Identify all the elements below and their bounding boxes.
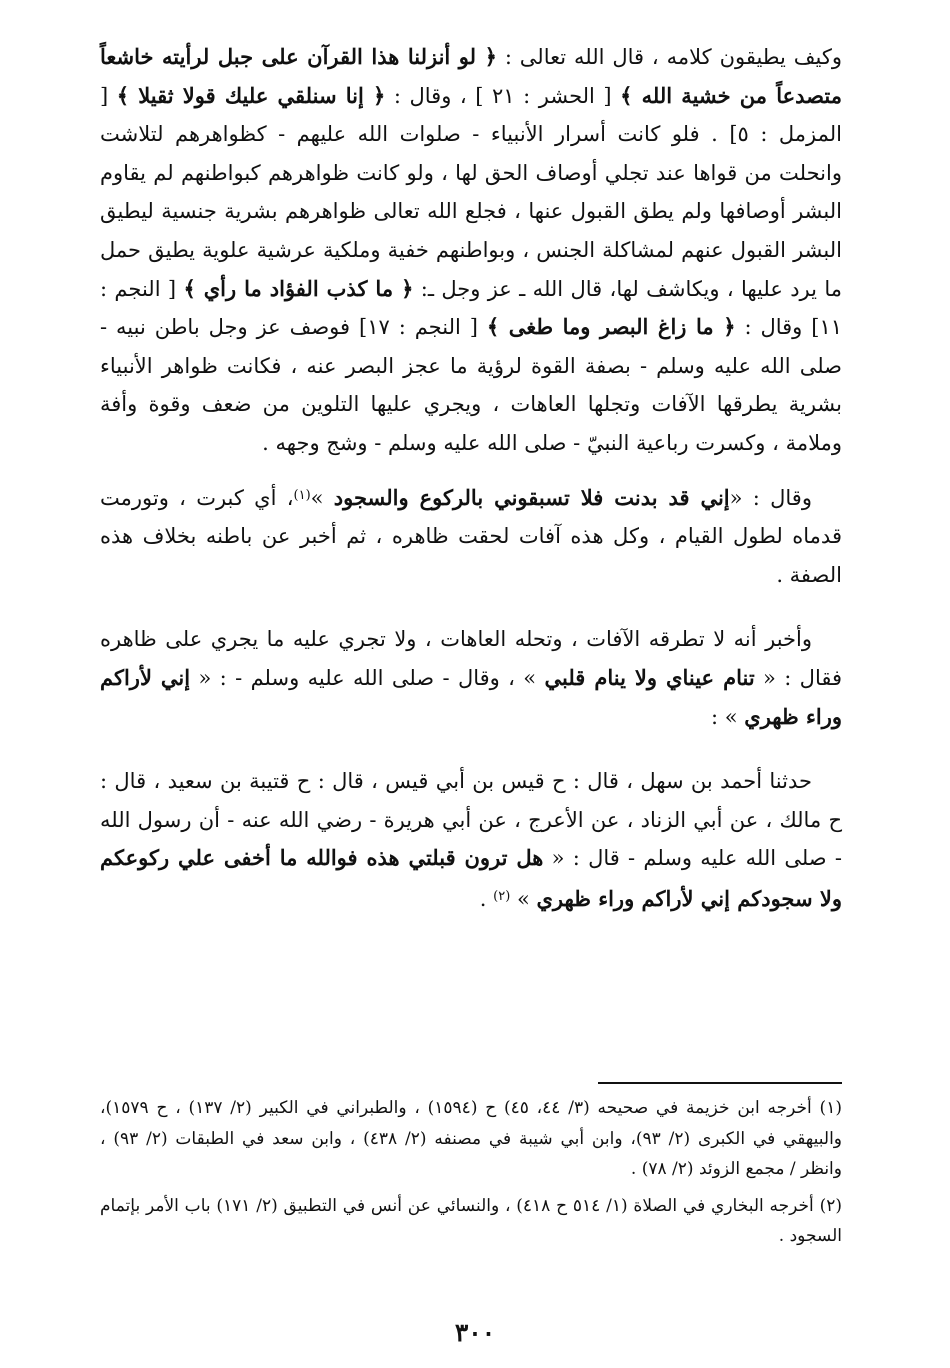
paragraph-3 — [100, 620, 842, 736]
quran-verse: ﴿ لو أنزلنا هذا القرآن على جبل لرأيته خاشعاً متصدعاً من خشية الله ﴾ — [100, 44, 842, 108]
page-number: ٣٠٠ — [454, 1318, 496, 1347]
text-segment: [ الحشر : ٢١ ] ، وقال : — [385, 83, 621, 108]
text-segment: وكيف يطيقون كلامه ، قال الله تعالى : — [496, 45, 842, 69]
text-segment: . — [479, 886, 494, 911]
text-segment: [ النجم : ١٧] فوصف عز وجل باطن نبيه - صلى الله عليه وسلم - بصفة القوة لرؤية ما عجز البصر عنه ، فكانت ظواهر الأنبياء بشرية يطرقها الآفات وتجلها العاهات ، ويجري عليها التلوين من ضعف وقوة وأفة وملامة ، وكسرت رباعية النبيّ - صلى الله عليه وسلم - وشج وجهه . — [100, 315, 842, 455]
paragraph-4 — [100, 762, 842, 918]
hadith-quote: تنام عيناي ولا ينام قلبي — [544, 664, 755, 690]
quran-verse: ﴿ ما كذب الفؤاد ما رأي ﴾ — [183, 275, 414, 301]
hadith-quote: إني قد بدنت فلا تسبقوني بالركوع والسجود — [333, 484, 730, 510]
text-segment: [ النجم : ١١] وقال : — [100, 276, 842, 340]
footnote-2: (٢) أخرجه البخاري في الصلاة (١/ ٥١٤ ح ٤١٨) ، والنسائي عن أنس في التطبيق (٢/ ١٧١) باب الأمر بإتمام السجود . — [100, 1195, 842, 1246]
text-segment: حدثنا أحمد بن سهل ، قال : ح قيس بن أبي قيس ، قال : ح قتيبة بن سعيد ، قال : ح مالك ، عن أبي الزناد ، عن الأعرج ، عن أبي هريرة - رضي الله عنه - أن رسول الله - صلى الله عليه وسلم - قال : « — [100, 769, 842, 871]
text-segment: وقال : « — [729, 485, 812, 510]
paragraph-2 — [100, 477, 842, 595]
main-text — [100, 38, 842, 918]
footnote-1: (١) أخرجه ابن خزيمة في صحيحه (٣/ ٤٤، ٤٥) ح (١٥٩٤) ، والطبراني في الكبير (٢/ ١٣٧) ، ح ١٥٧٩)، والبيهقي في الكبرى (٢/ ٩٣)، وابن أبي شيبة في مصنفه (٢/ ٤٣٨) ، وابن سعد في الطبقات (٢/ ٩٣) ، وانظر / مجمع الزوئد (٢/ ٧٨) . — [100, 1098, 843, 1179]
text-segment: [ المزمل : ٥] . فلو كانت أسرار الأنبياء - صلوات الله عليهم - كظواهرهم لتلاشت وانحلت من قواها عند تجلي أوصاف الحق لها ، ولو كانت ظواهرهم كبواطنهم لم يقاوم البشر أوصافها ولم يطق القبول عنها ، فجلع الله تعالى ظواهرهم بشرية جنسية ليطيق البشر القبول عنهم لمشاكلة الجنس ، وبواطنهم خفية وملكية عرشية علوية يطيق حمل ما يرد عليها ، ويكاشف لها، قال الله ـ عز وجل ـ: — [100, 83, 843, 301]
quran-verse: ﴿ إنا سنلقي عليك قولا ثقيلا ﴾ — [116, 82, 386, 108]
hadith-quote: إني لأراكم وراء ظهري — [100, 664, 842, 729]
footnotes — [100, 1093, 842, 1258]
text-segment: » : — [710, 704, 745, 729]
footnote-separator — [598, 1082, 842, 1084]
text-segment: ، أي كبرت ، وتورمت قدماه لطول القيام ، وكل هذه آفات لحقت ظاهره ، ثم أخبر عن باطنه بخلاف هذه الصفة . — [100, 485, 842, 587]
text-segment: وأخبر أنه لا تطرقه الآفات ، وتحله العاهات ، ولا تجري عليه ما يجري على ظاهره فقال : « — [100, 627, 842, 690]
quran-verse: ﴿ ما زاغ البصر وما طغى ﴾ — [486, 314, 736, 340]
footnote-ref-2: (٢) — [493, 888, 511, 904]
hadith-quote: هل ترون قبلتي هذه فوالله ما أخفى علي ركوعكم ولا سجودكم إني لأراكم وراء ظهري — [100, 845, 842, 911]
paragraph-1 — [100, 38, 842, 463]
text-segment: » ، وقال - صلى الله عليه وسلم - : « — [190, 665, 545, 690]
text-segment: » — [310, 485, 334, 510]
footnote-ref-1: (١) — [293, 487, 311, 503]
text-segment: » — [510, 886, 537, 911]
